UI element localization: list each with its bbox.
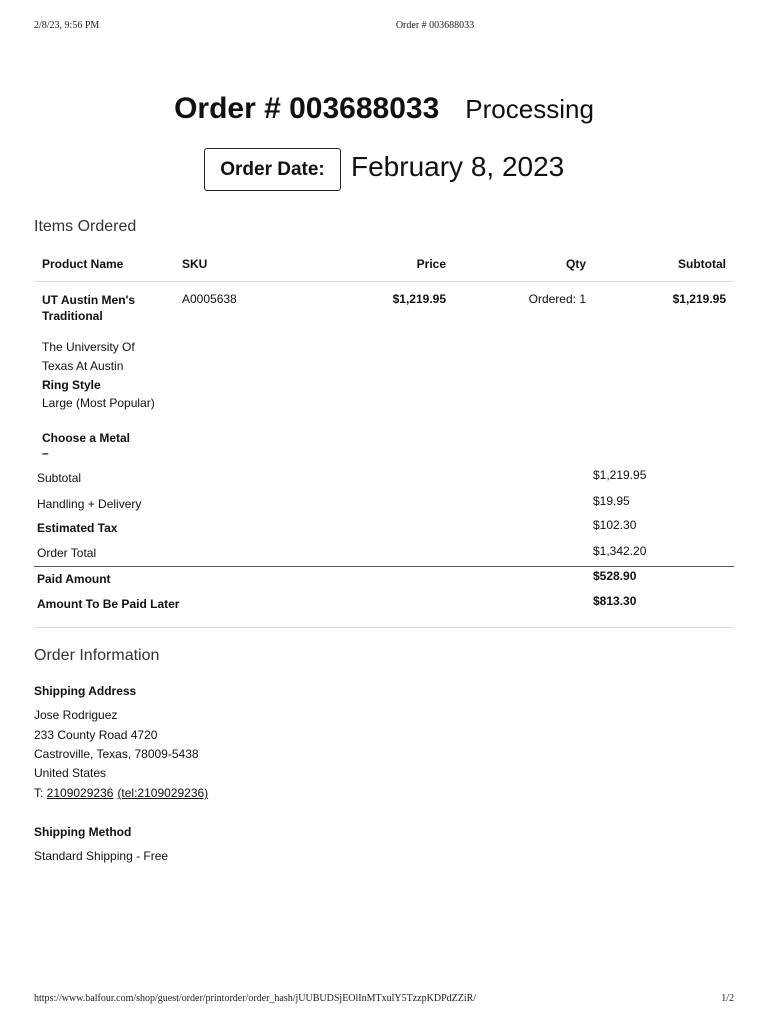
col-sku: SKU: [174, 250, 314, 282]
shipping-address-label: Shipping Address: [34, 684, 137, 698]
shipping-method-value: Standard Shipping - Free: [34, 849, 169, 863]
subtotal-cell: $1,219.95: [672, 292, 726, 306]
qty-cell: Ordered: 1: [528, 292, 586, 306]
col-product-name: Product Name: [34, 250, 174, 282]
phone-prefix: T:: [34, 786, 47, 800]
col-qty: Qty: [454, 250, 594, 282]
address-line: United States: [34, 766, 107, 780]
print-datetime: 2/8/23, 9:56 PM: [34, 20, 100, 31]
phone-link[interactable]: 2109029236: [46, 786, 114, 800]
order-date-label: Order Date:: [204, 148, 341, 191]
table-row: [34, 282, 734, 470]
col-subtotal: Subtotal: [594, 250, 734, 282]
totals-label-order-total: Order Total: [37, 546, 97, 560]
product-option-value: –: [42, 446, 49, 460]
totals-value-tax: $102.30: [593, 518, 637, 532]
totals-label-pay-later: Amount To Be Paid Later: [37, 597, 180, 611]
col-price: Price: [314, 250, 454, 282]
order-status: Processing: [465, 94, 594, 124]
order-number: Order # 003688033: [174, 92, 440, 125]
sku-cell: A0005638: [182, 292, 237, 306]
print-title: Order # 003688033: [395, 20, 475, 31]
order-date-value: February 8, 2023: [351, 151, 565, 182]
address-line: Castroville, Texas, 78009-5438: [34, 747, 199, 761]
address-line: 233 County Road 4720: [34, 728, 158, 742]
totals-value-subtotal: $1,219.95: [593, 468, 647, 482]
order-title: [0, 92, 768, 126]
totals-value-handling: $19.95: [593, 494, 630, 508]
print-page-number: 1/2: [721, 993, 734, 1004]
product-cell: [34, 282, 174, 470]
totals-value-order-total: $1,342.20: [593, 544, 647, 558]
product-option-label: Choose a Metal: [42, 431, 131, 445]
items-ordered-title: Items Ordered: [34, 218, 137, 235]
items-header-row: [34, 250, 734, 282]
product-name: UT Austin Men's Traditional: [42, 293, 136, 323]
product-option-value: The University Of Texas At Austin: [42, 340, 135, 373]
section-divider: [34, 627, 734, 628]
print-footer-url: https://www.balfour.com/shop/guest/order/printorder/order_hash/jUUBUDSjEOlInMTxulY5TzzpKDPdZZiR/: [34, 993, 477, 1004]
totals-label-subtotal: Subtotal: [37, 471, 82, 485]
totals-label-paid: Paid Amount: [37, 572, 111, 586]
totals-divider: [34, 566, 734, 567]
order-information-title: Order Information: [34, 647, 160, 664]
items-table: [34, 250, 734, 469]
phone-line: [34, 786, 208, 800]
totals-value-pay-later: $813.30: [593, 594, 637, 608]
shipping-method-label: Shipping Method: [34, 825, 132, 839]
totals-label-handling: Handling + Delivery: [37, 497, 142, 511]
phone-tel-link[interactable]: (tel:2109029236): [117, 786, 209, 800]
product-option-value: Large (Most Popular): [42, 396, 155, 410]
product-option-label: Ring Style: [42, 378, 101, 392]
totals-value-paid: $528.90: [593, 569, 637, 583]
price-cell: $1,219.95: [392, 292, 446, 306]
totals-label-tax: Estimated Tax: [37, 521, 118, 535]
address-line: Jose Rodriguez: [34, 708, 118, 722]
